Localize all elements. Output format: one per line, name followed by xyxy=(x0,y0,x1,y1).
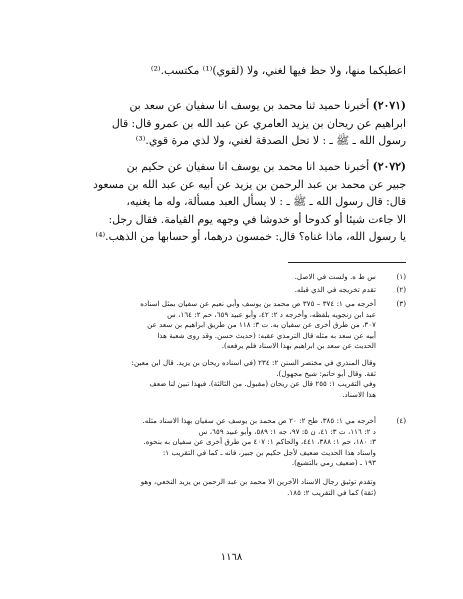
footnote-number: (٤) xyxy=(396,416,406,425)
hadith-2072 xyxy=(58,158,406,246)
footnote-line: هذا الاسناد. xyxy=(342,389,376,399)
footnote-separator xyxy=(288,262,406,263)
footnote-line: د ٢: ١١٦، ت ٣: ٤١، ن ٥: ٩٧، جه ١: ٥٨٩، وأبو عبيد ٦٥٩، س xyxy=(198,426,376,436)
footnote-4 xyxy=(58,416,406,469)
footnote-number: (٣) xyxy=(396,299,406,308)
footnote-line: أبيه عن سعد به مثله قال الترمذي عقبه: (حديث حسن. وقد روى شعبة هذا xyxy=(157,330,376,340)
footnote-4-continued xyxy=(58,477,406,498)
para1-line: (٢٠٧١) أخبرنا حميد ثنا محمد بن يوسف انا سفيان عن سعد بن xyxy=(129,99,406,112)
para2-line: الا جاءت شيئا أو كدوحا أو خدوشا في وجهه يوم القيامة. فقال رجل: xyxy=(108,212,406,226)
footnote-line: ١٩٣ ـ (ضعيف رمي بالتشيع). xyxy=(291,458,376,468)
footnote-line: س ط ه. ولست في الاصل. xyxy=(294,272,376,281)
footnote-line: واسناد هذا الحديث ضعيف لأجل حكيم بن جبير، فانه ـ كما في التقريب ١: xyxy=(162,447,376,457)
footnote-line: وتقدم توثيق رجال الاسناد الآخرين الا محمد بن عبد الرحمن بن يزيد النخعي، وهو xyxy=(140,477,376,486)
footnote-line: أخرجه مي ١: ٣٨٥، طح ٢: ٢٠ ص محمد بن يوسف عن سفيان بهذا الاسناد مثله. xyxy=(142,416,376,425)
footnote-line: عبد ابن زنجويه بلفظه، وأخرجه د ٢: ٤٢، وأبو عبيد ٦٥٩، حم ٢: ١٦٤، س xyxy=(167,309,376,319)
footnote-line: (ثقة) كما في التقريب ٢: ١٨٥. xyxy=(287,487,376,497)
para2-line: يا رسول الله، ماذا غناه؟ قال: خمسون درهما، أو حسابها من الذهب.⁽⁴⁾ xyxy=(95,230,406,243)
footnote-1 xyxy=(58,272,406,283)
para2-line: (٢٠٧٢) أخبرنا حميد انا محمد بن يوسف انا سفيان عن حكيم بن xyxy=(126,160,406,173)
footnote-line: ثقة. وقال أبو حاتم: شيخ مجهول). xyxy=(276,368,376,378)
footnote-line: الحديث عن سعد بن ابراهيم بهذا الاسناد فلم يرفعه). xyxy=(221,341,376,351)
para1-line: ابراهيم عن ريحان بن يزيد العامري عن عبد الله بن عمرو قال: قال xyxy=(111,116,406,130)
para1-line: رسول الله ـ ﷺ ـ : لا تحل الصدقة لغني، ولا لذي مرة قوي.⁽³⁾ xyxy=(135,134,406,147)
para2-line: جبير عن محمد بن عبد الرحمن بن يزيد عن أبيه عن عبد الله بن مسعود xyxy=(93,177,406,191)
footnote-line: أخرجه مي ١: ٣٧٤ – ٣٧٥ ص محمد بن يوسف وأبي نعيم عن سفيان بمثل اسناده xyxy=(140,299,376,308)
footnote-line: تقدم تخريجه في الذي قبله. xyxy=(294,285,376,294)
para2-line: قال: قال رسول الله ـ ﷺ ـ : لا يسأل العبد مسألة، وله ما يغنيه، xyxy=(126,195,406,208)
hadith-number: (٢٠٧١) xyxy=(372,99,406,112)
footnote-line: وقال المنذري في مختصر السنن ٢: ٢٣٤ (في اسناده ريحان بن يزيد. قال ابن معين: xyxy=(131,358,376,367)
para0-line: اعطيكما منها، ولا حظ فيها لغني، ولا (لقوي)⁽¹⁾ مكتسب.⁽²⁾ xyxy=(150,64,406,77)
main-text xyxy=(58,62,406,80)
footnote-number: (٢) xyxy=(396,285,406,294)
footnote-3-continued xyxy=(58,358,406,400)
footnote-line: وفي التقريب ١: ٢٥٥ قال عن ريحان (مقبول. من الثالثة). فبهذا تبين لنا ضعف xyxy=(149,379,376,389)
hadith-number: (٢٠٧٢) xyxy=(372,160,406,173)
footnote-line: ٣٠٧، من طرق أخرى عن سفيان به. ت ٣: ١١٨ من طريق ابراهيم بن سعد عن xyxy=(147,320,376,330)
page-number: ١١٦٨ xyxy=(220,552,243,563)
footnote-2 xyxy=(58,285,406,296)
footnote-3 xyxy=(58,299,406,352)
hadith-2071 xyxy=(58,97,406,150)
footnote-line: ٣: ١٨٠، حم ١: ٣٨٨، ٤٤١، والحاكم ١: ٤٠٧ من طرق أخرى عن سفيان به بنحوه. xyxy=(143,437,376,447)
footnote-number: (١) xyxy=(396,272,406,281)
